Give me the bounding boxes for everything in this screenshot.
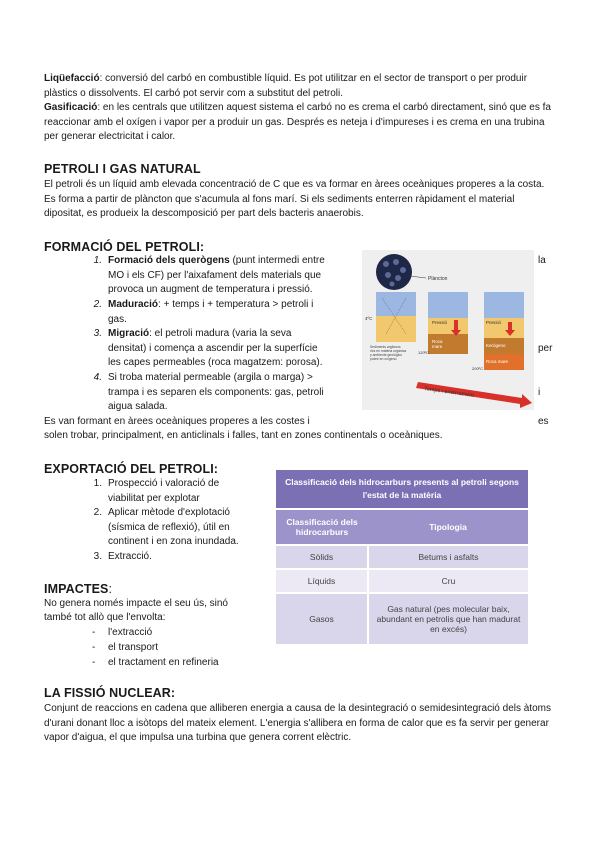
column3-rock-label: Roca mare [486, 359, 509, 364]
column2-rock-label: Roca mare [432, 339, 443, 349]
temp-label-200c: 200ºC [472, 366, 484, 371]
formacio-item-1-line3: provoca un augment de temperatura i pressió. [108, 284, 313, 295]
column2-water [428, 292, 468, 318]
time-arrow [416, 382, 532, 408]
formacio-item-2-number: 2. [93, 299, 102, 310]
column3-kerogen-label: Kerògeno [486, 343, 506, 348]
formacio-item-2-line1: : + temps i + temperatura > petroli i [158, 299, 314, 310]
table-header-typology: Tipologia [368, 509, 528, 545]
exportacio-item-2-line1: Aplicar mètode d'explotació [108, 507, 230, 518]
formacio-closing-line1: Es van formant en àrees oceàniques properes a les costes i [44, 416, 310, 427]
table-cell-state: Líquids [276, 569, 368, 593]
side-word-per: per [538, 343, 553, 354]
formacio-item-2-line2: gas. [108, 313, 127, 325]
petroli-gas-paragraph: El petroli és un líquid amb elevada concentració de C que es va formar en àrees oceàniques properes a la costa. Es forma a partir de plàncton que s'acumula al fons marí. Si els sediments enterren ràpidament el material dipositat, es produeix la descomposició per part dels bacteris anaerobis. [44, 179, 545, 219]
exportacio-heading: EXPORTACIÓ DEL PETROLI: [44, 462, 219, 476]
table-cell-type: Betums i asfalts [368, 545, 528, 569]
diagram-svg [362, 250, 534, 410]
side-word-i: i [538, 387, 541, 398]
exportacio-item-3-line1: Extracció. [108, 551, 152, 562]
formacio-item-4 [93, 371, 358, 415]
exportacio-item-1-line2: viabilitat per explotar [108, 492, 200, 504]
table-cell-state: Sòlids [276, 545, 368, 569]
exportacio-item-1-number: 1. [93, 478, 102, 489]
fissio-paragraph: Conjunt de reaccions en cadena que alliberen energia a causa de la desintegració o semidesintegració dels àtoms d'urani donant lloc a isòtops del mateix element. L'energia s'allibera en forma de calor que es fa servir per generar vapor d'aigua, el que impulsa una turbina que genera corrent elèctric. [44, 703, 551, 743]
table-row [276, 569, 528, 593]
formacio-item-4-number: 4. [93, 372, 102, 383]
table-title: Classificació dels hidrocarburs presents al petroli segons l'estat de la matèria [276, 470, 528, 509]
formacio-item-1 [93, 254, 358, 298]
exportacio-item-1 [93, 477, 268, 506]
impactes-item-3-text: el tractament en refineria [108, 657, 219, 668]
exportacio-item-3 [93, 550, 268, 565]
table-header-classification: Classificació dels hidrocarburs [276, 509, 368, 545]
formacio-item-3-line3: les capes permeables (roca magatzem: porosa). [108, 357, 323, 368]
impactes-line2: també tot allò que l'envolta: [44, 612, 166, 623]
exportacio-item-1-line1: Prospecció i valoració de [108, 478, 220, 489]
formacio-item-4-line3: aigua salada. [108, 401, 168, 412]
exportacio-item-2-number: 2. [93, 507, 102, 518]
gasification-term: Gasificació [44, 102, 98, 113]
table-row [276, 593, 528, 645]
formacio-item-4-line1: Si troba material permeable (argila o marga) > [108, 372, 313, 383]
liquefaction-text: : conversió del carbó en combustible líquid. Es pot utilitzar en el sector de transport o per produir plàstics o dissolvents. El carbó pot servir com a substitut del petroli. [44, 73, 528, 99]
formacio-item-3-line2: densitat) i comença a ascendir per la superfície [108, 342, 318, 354]
formacio-item-3 [93, 327, 358, 371]
exportacio-item-2 [93, 506, 268, 550]
impactes-heading-text: IMPACTES [44, 582, 109, 596]
column1-water [376, 292, 416, 316]
column2-pressure-label: Pressió [432, 320, 448, 325]
sediment-label: Sediments argilosos rics en matèria orgànica y ambiente geológico pobre en oxígeno. [370, 345, 407, 361]
column1-sediment [376, 316, 416, 342]
time-arrow-label: Temps i enterrament [423, 386, 475, 399]
formacio-item-1-number: 1. [93, 255, 102, 266]
exportacio-item-3-number: 3. [93, 551, 102, 562]
column3-pressure-label: Pressió [486, 320, 502, 325]
formacio-item-1-line1: (punt intermedi entre [229, 255, 325, 266]
temp-label-120c: 120ºC [418, 350, 430, 355]
exportacio-item-2-line2: (sísmica de reflexió), útil en [108, 521, 230, 533]
impactes-item-2-text: el transport [108, 642, 159, 653]
side-word-es: es [538, 416, 549, 427]
impactes-heading [44, 582, 112, 596]
formacio-item-3-term: Migració [108, 328, 150, 339]
exportacio-item-2-line3: continent i en zona inundada. [108, 536, 239, 547]
formacio-item-2-term: Maduració [108, 299, 159, 310]
impactes-line1: No genera només impacte el seu ús, sinó [44, 598, 228, 609]
formacio-item-3-line1: : el petroli madura (varia la seva [149, 328, 292, 339]
formacio-item-4-line2: trampa i es separen els components: gas, petroli [108, 386, 324, 398]
table-row [276, 545, 528, 569]
formacio-item-3-number: 3. [93, 328, 102, 339]
petroli-gas-heading: PETROLI I GAS NATURAL [44, 162, 201, 176]
impactes-item-1-text: l'extracció [108, 627, 153, 638]
table-cell-type: Gas natural (pes molecular baix, abundant en petrolis que han madurat en excés) [368, 593, 528, 645]
formacio-closing-line2: solen trobar, principalment, en anticlinals i falles, tant en zones continentals o oceàniques. [44, 430, 443, 441]
impactes-heading-colon: : [108, 582, 113, 596]
formacio-heading: FORMACIÓ DEL PETROLI: [44, 240, 205, 254]
gasification-text: : en les centrals que utilitzen aquest sistema el carbó no es crema el carbó directament, sinó que es fa reaccionar amb el oxígen i vapor per a produir un gas. Després es neteja i d'impureses i es crema en una trubina per generar electricitat i calor. [44, 102, 551, 142]
fissio-heading: LA FISSIÓ NUCLEAR: [44, 686, 176, 700]
petroleum-formation-diagram [362, 250, 534, 410]
side-word-la: la [538, 255, 546, 266]
formacio-item-2 [93, 298, 358, 327]
column3-water [484, 292, 524, 318]
formacio-item-1-term: Formació dels querògens [108, 255, 230, 266]
plankton-label: Plàncton [428, 276, 448, 282]
liquefaction-term: Liqüefacció [44, 73, 100, 84]
gasification-paragraph [44, 101, 556, 145]
table-cell-type: Cru [368, 569, 528, 593]
hydrocarbons-table [276, 470, 528, 646]
table-cell-state: Gasos [276, 593, 368, 645]
document-page: Liqüefacció: conversió del carbó en combustible líquid. Es pot utilitzar en el sector de transport o per produir plàstics o dissolvents. El carbó pot servir com a substitut del petroli. Gasificació: en les centrals que utilitzen aquest sistema el carbó no es crema el carbó directament, sinó que es fa reaccionar amb el oxígen i vapor per a produir un gas. Després es neteja i d'impureses i es crema en una trubina per generar electricitat i calor. PETROLI I GAS NATURAL El petroli és un líquid amb elevada concentració de C que es va formar en àrees oceàniques properes a la costa. Es forma a partir de plàncton que s'acumula al fons marí. Si els sediments enterren ràpidament el material dipositat, es produeix la descomposició per part dels bacteris anaerobis. FORMACIÓ DEL PETROLI: 1. Formació dels querògens (punt intermedi entre MO i els CF) per l'aixafament dels materials que provoca un augment de temperatura i pressió. 2. Maduració: + temps i + temperatura > petroli i gas. 3. Migració: el petroli madura (varia la seva densitat) i comença a ascendir per la superfície les capes permeables (roca magatzem: porosa). 4. Si troba material permeable (argila o marga) > trampa i es separen els components: gas, petroli aigua salada. la per i es Es van formant en àrees oceàniques properes a les costes i solen trobar, principalment, en anticlinals i falles, tant en zones continentals o oceàniques. Plàncton 4ºC Sediments argilosos rics en matèria orgànica y ambiente geológico pobre en oxígeno. Pressió Roca mare 120ºC Pressió Kerògeno Roca mare 200ºC Temps i enterrament EXPORTACIÓ DEL PETROLI: 1. Prospecció i valoració de viabilitat per explotar 2. Aplicar mètode d'explotació (sísmica de reflexió), útil en continent i en zona inundada. 3. Extracció. Classificació dels hidrocarburs presents al petroli segons l'estat de la matèria Classificació dels hidrocarburs Tipologia Sòlids Betums i asfalts Líquids Cru Gasos Gas natural (pes molecular baix, abundant en petrolis que han madurat en excés) IMPACTES: No genera només impacte el seu ús, sinó també tot allò que l'envolta: - l'extracció - el transport - el tractament en refineria LA FISSIÓ NUCLEAR: Conjunt de reaccions en cadena que alliberen energia a causa de la desintegració o semidesintegració dels àtoms d'urani donant lloc a isòtops del mateix element. L'energia s'allibera en forma de calor que es fa servir per generar vapor d'aigua, el que impulsa una turbina que genera corrent elèctric. [0, 0, 600, 848]
liquefaction-paragraph [44, 72, 556, 101]
formacio-item-1-line2: MO i els CF) per l'aixafament dels materials que [108, 269, 322, 281]
temp-label-4c: 4ºC [365, 316, 373, 321]
